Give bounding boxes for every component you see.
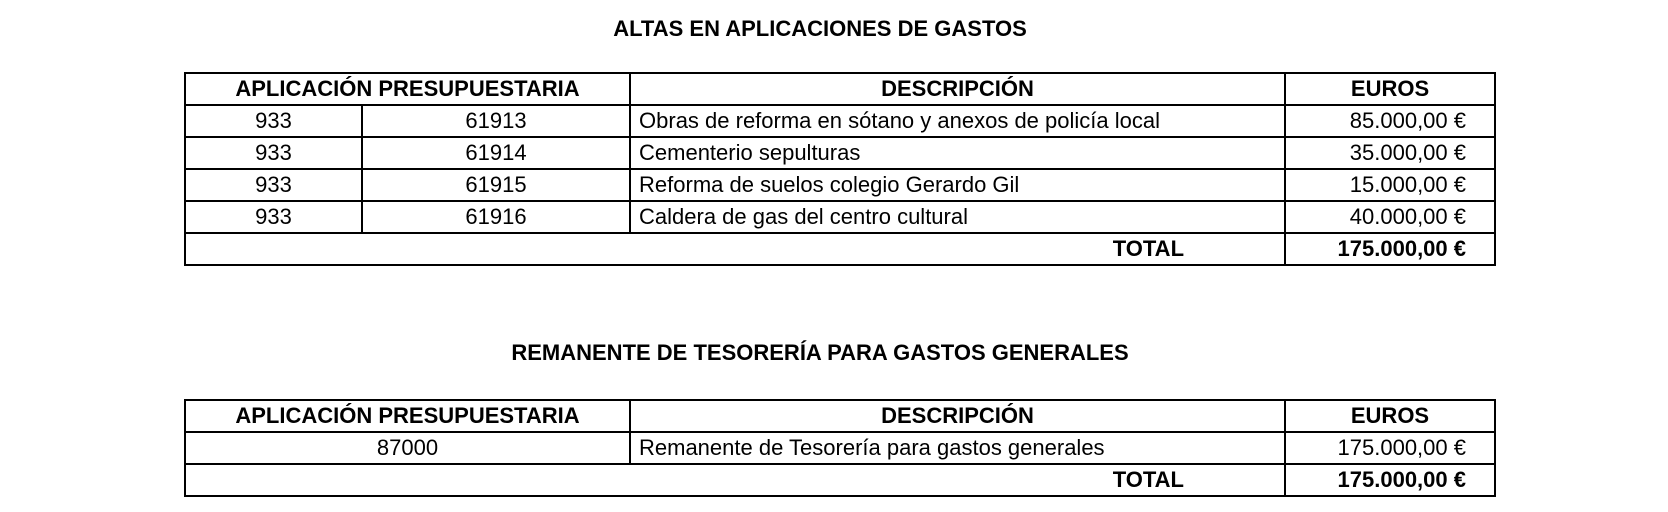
section-title-remanente: REMANENTE DE TESORERÍA PARA GASTOS GENERALES (511, 340, 1129, 365)
altas-table (184, 72, 1496, 266)
table-row (185, 201, 1495, 233)
economica-cell: 61915 (362, 169, 630, 201)
programa-cell: 933 (185, 169, 362, 201)
table-row (185, 105, 1495, 137)
header-aplicacion: APLICACIÓN PRESUPUESTARIA (185, 73, 630, 105)
section-title-altas: ALTAS EN APLICACIONES DE GASTOS (613, 16, 1027, 41)
header-euros: EUROS (1285, 73, 1495, 105)
remanente-table (184, 399, 1496, 497)
descripcion-cell: Obras de reforma en sótano y anexos de policía local (630, 105, 1285, 137)
header-descripcion: DESCRIPCIÓN (630, 73, 1285, 105)
economica-cell: 61916 (362, 201, 630, 233)
total-label: TOTAL (185, 233, 1285, 265)
economica-cell: 61914 (362, 137, 630, 169)
total-row (185, 464, 1495, 496)
descripcion-cell: Cementerio sepulturas (630, 137, 1285, 169)
table-header-row (185, 400, 1495, 432)
total-label: TOTAL (185, 464, 1285, 496)
table-row (185, 432, 1495, 464)
total-row (185, 233, 1495, 265)
descripcion-cell: Caldera de gas del centro cultural (630, 201, 1285, 233)
table-header-row (185, 73, 1495, 105)
euros-cell: 35.000,00 € (1285, 137, 1495, 169)
total-value: 175.000,00 € (1285, 464, 1495, 496)
euros-cell: 40.000,00 € (1285, 201, 1495, 233)
euros-cell: 85.000,00 € (1285, 105, 1495, 137)
table-row (185, 137, 1495, 169)
total-value: 175.000,00 € (1285, 233, 1495, 265)
euros-cell: 15.000,00 € (1285, 169, 1495, 201)
descripcion-cell: Reforma de suelos colegio Gerardo Gil (630, 169, 1285, 201)
economica-cell: 61913 (362, 105, 630, 137)
programa-cell: 933 (185, 105, 362, 137)
descripcion-cell: Remanente de Tesorería para gastos generales (630, 432, 1285, 464)
programa-cell: 933 (185, 201, 362, 233)
programa-cell: 933 (185, 137, 362, 169)
header-descripcion: DESCRIPCIÓN (630, 400, 1285, 432)
header-aplicacion: APLICACIÓN PRESUPUESTARIA (185, 400, 630, 432)
euros-cell: 175.000,00 € (1285, 432, 1495, 464)
table-row (185, 169, 1495, 201)
header-euros: EUROS (1285, 400, 1495, 432)
concepto-cell: 87000 (185, 432, 630, 464)
